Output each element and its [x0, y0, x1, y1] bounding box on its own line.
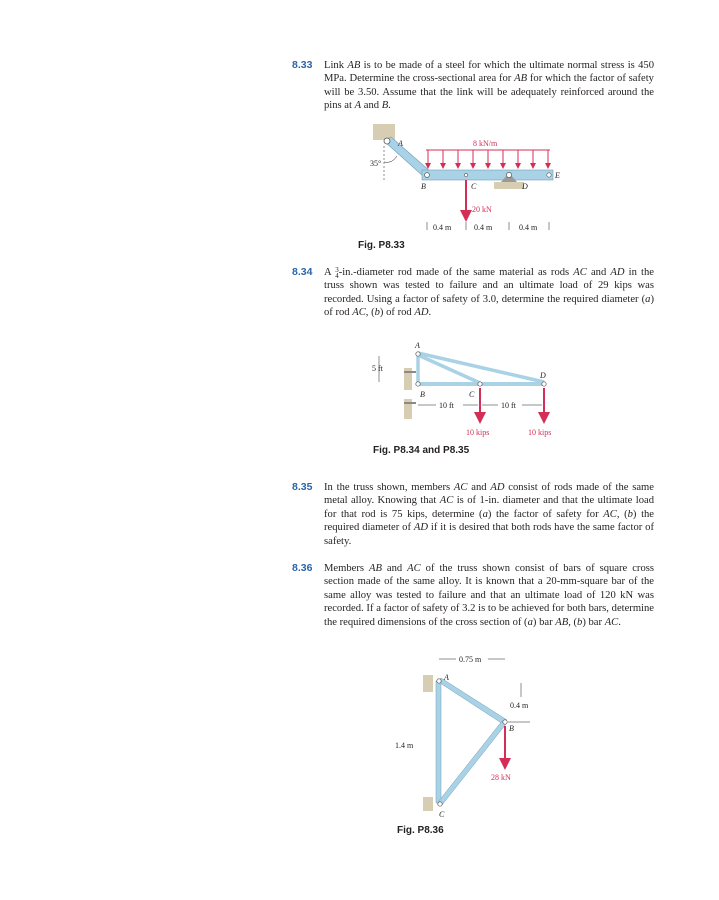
pin-a: [437, 679, 441, 683]
label-c: C: [469, 390, 475, 399]
problem-number: 8.36: [292, 562, 313, 574]
height-label: 1.4 m: [395, 741, 414, 750]
label-b: B: [420, 390, 425, 399]
height-label: 5 ft: [372, 364, 383, 373]
problem-number: 8.34: [292, 266, 313, 278]
point-load-label: 20 kN: [472, 205, 492, 214]
label-d: D: [540, 371, 546, 380]
problem-number: 8.33: [292, 59, 313, 71]
load-label: 28 kN: [491, 773, 511, 782]
member-a-vertical: [436, 681, 441, 803]
pin-c: [438, 802, 442, 806]
wall-support-a: [423, 675, 433, 692]
angle-label: 35°: [370, 159, 382, 168]
figure-caption: Fig. P8.34 and P8.35: [373, 445, 470, 456]
load-label-d: 10 kips: [528, 428, 552, 437]
problem-number: 8.35: [292, 481, 313, 493]
dim-label: 10 ft: [501, 401, 516, 410]
dim-label: 0.4 m: [519, 223, 538, 232]
dim-label: 0.4 m: [433, 223, 452, 232]
pin-b: [503, 720, 507, 724]
problem-text: Members AB and AC of the truss shown consist of bars of square cross section made of the same alloy. It is known that a 20-mm-square bar of the same alloy was tested to failure and that an ultimate load of 120 kN was recorded. If a factor of safety of 3.2 is to be achieved for both bars, determine the required dimensions of the cross section of (a) bar AB, (b) bar AC.: [324, 563, 654, 628]
label-c: C: [439, 810, 445, 819]
figure-caption: Fig. P8.36: [397, 825, 444, 836]
problem-text: A 3 4-in.-diameter rod made of the same material as rods AC and AD in the truss shown was tested to failure and an ultimate load of 29 kips was recorded. Using a factor of safety of 3.0, determine the required diameter (a) of rod AC, (b) of rod AD.: [324, 265, 654, 319]
distributed-load-label: 8 kN/m: [473, 139, 498, 148]
label-b: B: [509, 724, 514, 733]
dim-label: 0.4 m: [474, 223, 493, 232]
label-c: C: [471, 182, 477, 191]
fraction: 3 4: [335, 265, 339, 280]
load-label-c: 10 kips: [466, 428, 490, 437]
member-ab: [437, 678, 507, 724]
wall-support-c: [423, 797, 433, 811]
label-a: A: [398, 139, 403, 148]
drop-label: 0.4 m: [510, 701, 529, 710]
label-b: B: [421, 182, 426, 191]
label-a: A: [415, 341, 420, 350]
label-e: E: [555, 171, 560, 180]
label-a: A: [444, 673, 449, 682]
figure-caption: Fig. P8.33: [358, 240, 405, 251]
dim-label: 10 ft: [439, 401, 454, 410]
width-label: 0.75 m: [459, 655, 482, 664]
label-d: D: [522, 182, 528, 191]
member-ac: [438, 721, 506, 805]
problem-text: Link AB is to be made of a steel for which the ultimate normal stress is 450 MPa. Determine the cross-sectional area for AB for which the factor of safety will be 3.50. Assume that the link will be adequately reinforced around the pins at A and B.: [324, 60, 654, 112]
problem-text: In the truss shown, members AC and AD consist of rods made of the same metal alloy. Knowing that AC is of 1-in. diameter and that the ultimate load for that rod is 75 kips, determine (a) the factor of safety for AC, (b) the required diameter of AD if it is desired that both rods have the same factor of safety.: [324, 482, 655, 547]
